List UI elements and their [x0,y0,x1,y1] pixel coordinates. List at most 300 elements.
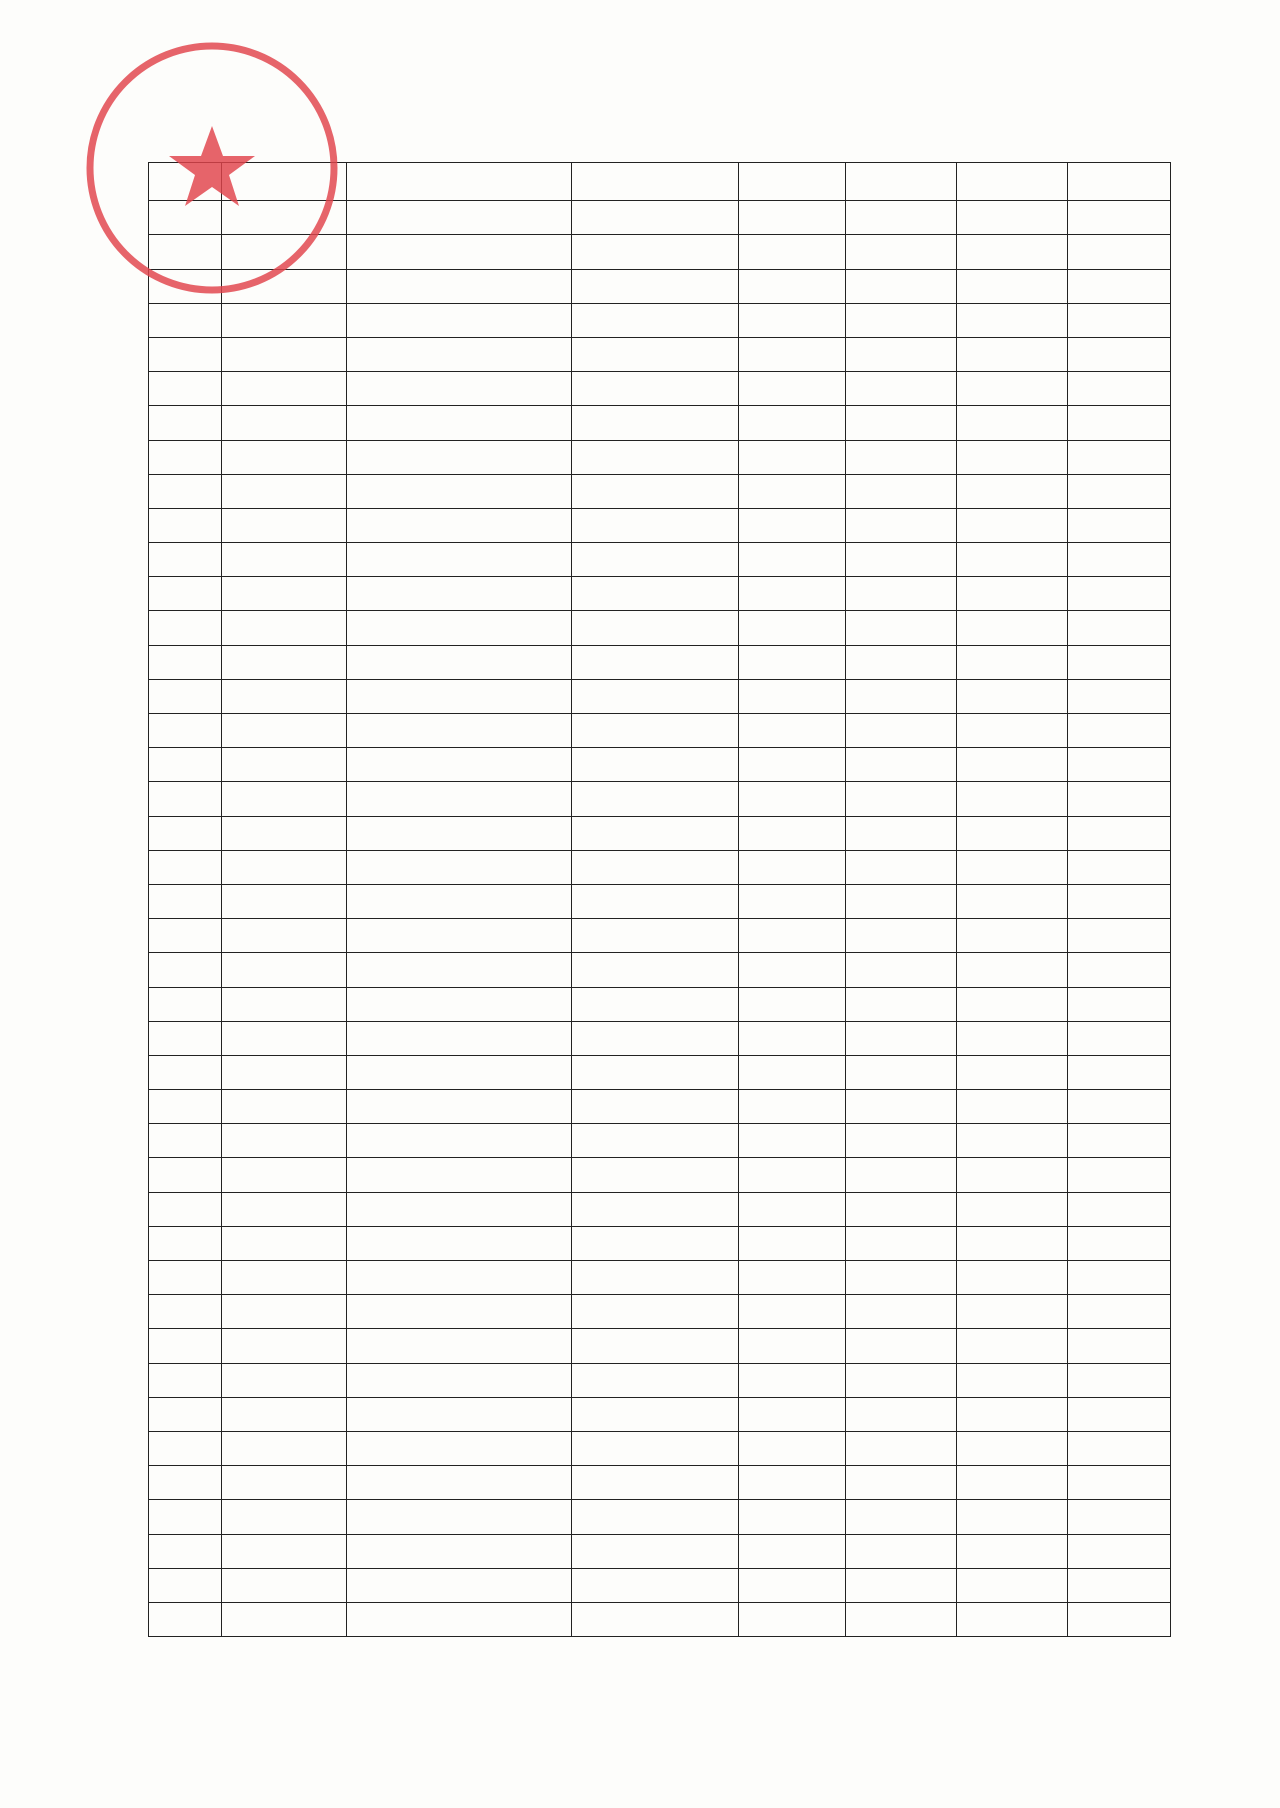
cell-total [1068,508,1171,542]
cell-subject3 [957,1397,1068,1431]
cell-total [1068,884,1171,918]
cell-subject1 [739,1090,846,1124]
cell-total [1068,1158,1171,1192]
cell-subject1 [739,440,846,474]
cell-subject3 [957,1431,1068,1465]
cell-exam-id [222,337,347,371]
cell-subject2 [846,645,957,679]
cell-seq [149,987,222,1021]
cell-subject3 [957,1261,1068,1295]
cell-name [347,1021,572,1055]
cell-seq [149,884,222,918]
cell-exam-id [222,1500,347,1534]
cell-total [1068,372,1171,406]
cell-subject2 [846,1261,957,1295]
table-row [149,1124,1171,1158]
cell-exam-id [222,1568,347,1602]
cell-total [1068,1021,1171,1055]
cell-subject3 [957,474,1068,508]
cell-subject3 [957,987,1068,1021]
cell-total [1068,303,1171,337]
cell-subject2 [846,884,957,918]
cell-exam-id [222,987,347,1021]
cell-subject2 [846,440,957,474]
cell-subject2 [846,1534,957,1568]
cell-exam-id [222,1602,347,1636]
cell-seq [149,1226,222,1260]
cell-major [572,1158,739,1192]
header-subject2 [846,163,957,201]
cell-subject1 [739,1124,846,1158]
cell-name [347,474,572,508]
header-subject3 [957,163,1068,201]
cell-name [347,201,572,235]
cell-subject2 [846,1295,957,1329]
cell-name [347,1192,572,1226]
cell-subject3 [957,714,1068,748]
cell-exam-id [222,1261,347,1295]
table-row [149,1602,1171,1636]
cell-seq [149,953,222,987]
cell-exam-id [222,440,347,474]
cell-seq [149,543,222,577]
cell-subject3 [957,1021,1068,1055]
cell-seq [149,679,222,713]
cell-name [347,1568,572,1602]
cell-subject3 [957,1602,1068,1636]
cell-subject1 [739,611,846,645]
cell-name [347,1090,572,1124]
cell-major [572,1363,739,1397]
cell-subject2 [846,714,957,748]
table-row [149,201,1171,235]
cell-subject1 [739,1055,846,1089]
table-row [149,440,1171,474]
cell-major [572,1021,739,1055]
cell-subject2 [846,679,957,713]
cell-exam-id [222,1363,347,1397]
cell-exam-id [222,235,347,269]
cell-seq [149,1534,222,1568]
cell-exam-id [222,1124,347,1158]
cell-name [347,953,572,987]
cell-seq [149,748,222,782]
table-row [149,1534,1171,1568]
cell-subject1 [739,1466,846,1500]
cell-subject1 [739,1226,846,1260]
cell-subject2 [846,508,957,542]
table-row [149,919,1171,953]
cell-major [572,1124,739,1158]
cell-subject2 [846,748,957,782]
cell-exam-id [222,782,347,816]
cell-seq [149,1397,222,1431]
table-row [149,1158,1171,1192]
cell-total [1068,782,1171,816]
cell-seq [149,372,222,406]
cell-seq [149,577,222,611]
cell-subject3 [957,1226,1068,1260]
cell-subject1 [739,372,846,406]
table-row [149,508,1171,542]
cell-seq [149,1090,222,1124]
cell-name [347,235,572,269]
cell-exam-id [222,645,347,679]
cell-name [347,679,572,713]
cell-name [347,1329,572,1363]
cell-subject1 [739,1295,846,1329]
cell-major [572,303,739,337]
cell-name [347,748,572,782]
table-row [149,714,1171,748]
header-exam-id [222,163,347,201]
cell-exam-id [222,1192,347,1226]
cell-seq [149,919,222,953]
table-row [149,1295,1171,1329]
table-row [149,953,1171,987]
cell-exam-id [222,508,347,542]
cell-major [572,953,739,987]
header-row [149,163,1171,201]
cell-seq [149,303,222,337]
cell-subject3 [957,884,1068,918]
cell-total [1068,816,1171,850]
table-row [149,1090,1171,1124]
cell-subject3 [957,235,1068,269]
cell-subject2 [846,1055,957,1089]
cell-total [1068,679,1171,713]
cell-major [572,201,739,235]
cell-exam-id [222,543,347,577]
header-name [347,163,572,201]
cell-major [572,645,739,679]
cell-name [347,611,572,645]
cell-name [347,1055,572,1089]
cell-subject3 [957,953,1068,987]
cell-subject1 [739,679,846,713]
cell-total [1068,611,1171,645]
cell-total [1068,953,1171,987]
cell-name [347,303,572,337]
cell-total [1068,714,1171,748]
cell-major [572,508,739,542]
cell-major [572,1568,739,1602]
cell-name [347,372,572,406]
cell-exam-id [222,577,347,611]
cell-subject1 [739,201,846,235]
cell-total [1068,748,1171,782]
cell-name [347,919,572,953]
cell-subject2 [846,850,957,884]
cell-major [572,782,739,816]
cell-seq [149,1329,222,1363]
cell-subject1 [739,1329,846,1363]
cell-seq [149,201,222,235]
cell-total [1068,337,1171,371]
table-row [149,1431,1171,1465]
cell-subject1 [739,714,846,748]
header-total [1068,163,1171,201]
cell-major [572,748,739,782]
cell-seq [149,1568,222,1602]
cell-major [572,1397,739,1431]
cell-subject2 [846,543,957,577]
cell-subject1 [739,1397,846,1431]
cell-exam-id [222,850,347,884]
cell-major [572,850,739,884]
cell-subject2 [846,611,957,645]
cell-total [1068,645,1171,679]
cell-major [572,987,739,1021]
cell-major [572,474,739,508]
cell-subject3 [957,1158,1068,1192]
cell-subject3 [957,406,1068,440]
cell-total [1068,577,1171,611]
cell-exam-id [222,611,347,645]
cell-subject3 [957,337,1068,371]
table-row [149,1500,1171,1534]
cell-name [347,1261,572,1295]
cell-subject3 [957,577,1068,611]
cell-seq [149,850,222,884]
table-row [149,474,1171,508]
cell-seq [149,1261,222,1295]
cell-subject2 [846,474,957,508]
cell-subject2 [846,235,957,269]
table-row [149,816,1171,850]
cell-exam-id [222,816,347,850]
cell-name [347,543,572,577]
cell-major [572,1602,739,1636]
cell-exam-id [222,884,347,918]
cell-exam-id [222,1055,347,1089]
cell-major [572,1226,739,1260]
cell-exam-id [222,919,347,953]
cell-exam-id [222,1466,347,1500]
cell-subject2 [846,953,957,987]
cell-exam-id [222,372,347,406]
cell-major [572,714,739,748]
cell-subject3 [957,1055,1068,1089]
table-row [149,1261,1171,1295]
cell-name [347,406,572,440]
cell-name [347,1397,572,1431]
cell-subject3 [957,1466,1068,1500]
cell-name [347,440,572,474]
cell-exam-id [222,1295,347,1329]
cell-subject2 [846,1500,957,1534]
cell-name [347,782,572,816]
cell-total [1068,1568,1171,1602]
cell-subject2 [846,201,957,235]
table-row [149,1226,1171,1260]
cell-name [347,714,572,748]
cell-subject3 [957,850,1068,884]
cell-subject3 [957,201,1068,235]
cell-seq [149,1466,222,1500]
cell-subject2 [846,1363,957,1397]
table-row [149,1568,1171,1602]
cell-name [347,1534,572,1568]
cell-major [572,919,739,953]
cell-subject2 [846,1021,957,1055]
cell-total [1068,1090,1171,1124]
header-major [572,163,739,201]
cell-exam-id [222,406,347,440]
cell-name [347,1226,572,1260]
cell-total [1068,1329,1171,1363]
cell-total [1068,1124,1171,1158]
cell-name [347,337,572,371]
cell-subject2 [846,816,957,850]
cell-subject3 [957,269,1068,303]
cell-major [572,611,739,645]
table-row [149,543,1171,577]
cell-subject1 [739,1602,846,1636]
cell-exam-id [222,1090,347,1124]
cell-major [572,269,739,303]
cell-seq [149,1363,222,1397]
cell-subject1 [739,884,846,918]
cell-subject2 [846,1602,957,1636]
cell-subject3 [957,748,1068,782]
cell-subject1 [739,303,846,337]
cell-exam-id [222,1226,347,1260]
cell-seq [149,1158,222,1192]
cell-name [347,1124,572,1158]
cell-total [1068,474,1171,508]
cell-total [1068,406,1171,440]
table-row [149,1192,1171,1226]
table-row [149,577,1171,611]
cell-subject2 [846,1431,957,1465]
cell-subject3 [957,508,1068,542]
cell-seq [149,1055,222,1089]
cell-seq [149,816,222,850]
cell-major [572,1055,739,1089]
cell-subject2 [846,1226,957,1260]
header-seq [149,163,222,201]
table-row [149,303,1171,337]
cell-total [1068,1295,1171,1329]
cell-total [1068,1466,1171,1500]
cell-major [572,337,739,371]
cell-seq [149,337,222,371]
cell-name [347,987,572,1021]
cell-major [572,1090,739,1124]
table-row [149,1329,1171,1363]
cell-seq [149,611,222,645]
cell-name [347,1500,572,1534]
cell-total [1068,850,1171,884]
cell-seq [149,645,222,679]
cell-total [1068,1192,1171,1226]
cell-major [572,372,739,406]
cell-subject1 [739,1568,846,1602]
cell-subject1 [739,953,846,987]
cell-subject3 [957,1500,1068,1534]
cell-major [572,577,739,611]
cell-name [347,850,572,884]
cell-total [1068,1363,1171,1397]
cell-subject2 [846,406,957,440]
cell-major [572,1466,739,1500]
cell-seq [149,1295,222,1329]
cell-name [347,1431,572,1465]
cell-subject3 [957,611,1068,645]
cell-total [1068,269,1171,303]
cell-total [1068,1500,1171,1534]
cell-total [1068,919,1171,953]
table-row [149,1466,1171,1500]
table-row [149,645,1171,679]
cell-total [1068,1602,1171,1636]
cell-subject1 [739,1261,846,1295]
cell-subject1 [739,1192,846,1226]
cell-seq [149,406,222,440]
cell-exam-id [222,201,347,235]
cell-subject2 [846,1192,957,1226]
cell-subject1 [739,543,846,577]
cell-subject1 [739,269,846,303]
header-subject1 [739,163,846,201]
cell-subject3 [957,543,1068,577]
table-row [149,269,1171,303]
cell-subject3 [957,1090,1068,1124]
cell-subject1 [739,850,846,884]
cell-subject3 [957,1534,1068,1568]
cell-subject3 [957,303,1068,337]
cell-subject3 [957,679,1068,713]
cell-subject2 [846,1466,957,1500]
cell-exam-id [222,748,347,782]
cell-subject1 [739,1534,846,1568]
cell-subject2 [846,337,957,371]
cell-name [347,269,572,303]
cell-major [572,440,739,474]
cell-exam-id [222,303,347,337]
cell-subject3 [957,816,1068,850]
cell-exam-id [222,714,347,748]
cell-exam-id [222,1397,347,1431]
cell-seq [149,1602,222,1636]
cell-subject3 [957,1124,1068,1158]
cell-name [347,645,572,679]
cell-major [572,816,739,850]
table-row [149,406,1171,440]
cell-subject1 [739,1021,846,1055]
score-table [148,162,1171,1637]
cell-name [347,1466,572,1500]
table-row [149,372,1171,406]
cell-seq [149,440,222,474]
table-row [149,679,1171,713]
cell-subject3 [957,1363,1068,1397]
cell-exam-id [222,1021,347,1055]
cell-subject1 [739,782,846,816]
cell-subject3 [957,1192,1068,1226]
cell-total [1068,1431,1171,1465]
cell-major [572,679,739,713]
cell-exam-id [222,953,347,987]
cell-total [1068,1055,1171,1089]
cell-exam-id [222,474,347,508]
table-row [149,748,1171,782]
cell-subject3 [957,919,1068,953]
cell-major [572,1192,739,1226]
cell-seq [149,714,222,748]
cell-name [347,884,572,918]
